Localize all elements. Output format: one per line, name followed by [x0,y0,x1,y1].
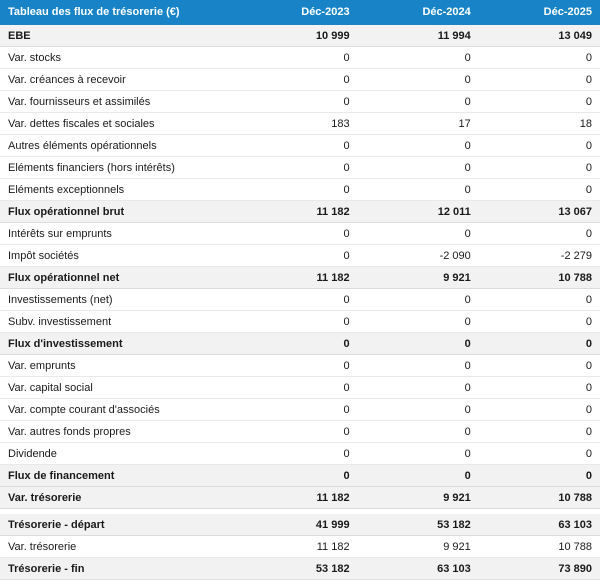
row-value-period-1: 183 [236,113,357,135]
row-value-period-2: 0 [358,355,479,377]
row-value-period-1: 0 [236,223,357,245]
row-value-period-3: 13 049 [479,25,600,47]
row-value-period-2: 0 [358,179,479,201]
row-value-period-3: 10 788 [479,267,600,289]
row-value-period-2: -2 090 [358,245,479,267]
row-value-period-2: 0 [358,289,479,311]
table-row [0,536,600,558]
row-value-period-2: 53 182 [358,514,479,536]
row-value-period-1: 0 [236,69,357,91]
row-value-period-2: 17 [358,113,479,135]
table-row [0,179,600,201]
row-value-period-3: 0 [479,333,600,355]
table-body [0,25,600,580]
row-label: Var. emprunts [0,355,236,377]
row-value-period-2: 63 103 [358,558,479,580]
table-row [0,377,600,399]
row-value-period-1: 11 182 [236,536,357,558]
row-value-period-2: 0 [358,465,479,487]
row-value-period-3: 0 [479,223,600,245]
table-row [0,399,600,421]
row-value-period-2: 0 [358,443,479,465]
row-value-period-1: 0 [236,355,357,377]
row-value-period-3: 0 [479,91,600,113]
row-value-period-3: 0 [479,355,600,377]
row-value-period-1: 0 [236,443,357,465]
table-row-total [0,514,600,536]
table-row [0,113,600,135]
row-value-period-3: 18 [479,113,600,135]
row-value-period-3: 0 [479,399,600,421]
table-row [0,69,600,91]
row-value-period-3: 0 [479,443,600,465]
column-header-label: Tableau des flux de trésorerie (€) [0,0,236,25]
row-label: Var. fournisseurs et assimilés [0,91,236,113]
row-value-period-1: 0 [236,157,357,179]
table-row [0,443,600,465]
row-label: Var. compte courant d'associés [0,399,236,421]
row-label: Var. stocks [0,47,236,69]
row-value-period-2: 0 [358,399,479,421]
table-row [0,421,600,443]
row-label: Trésorerie - fin [0,558,236,580]
row-value-period-3: 0 [479,157,600,179]
row-value-period-3: 10 788 [479,487,600,509]
row-label: Var. créances à recevoir [0,69,236,91]
row-value-period-1: 10 999 [236,25,357,47]
row-value-period-1: 0 [236,135,357,157]
table-row-total [0,558,600,580]
row-label: Investissements (net) [0,289,236,311]
table-row-total [0,333,600,355]
row-value-period-3: 0 [479,311,600,333]
table-row-total [0,465,600,487]
row-value-period-1: 0 [236,465,357,487]
row-value-period-2: 0 [358,47,479,69]
row-label: Eléments exceptionnels [0,179,236,201]
row-value-period-2: 12 011 [358,201,479,223]
row-value-period-1: 0 [236,47,357,69]
row-label: Flux opérationnel net [0,267,236,289]
row-value-period-1: 0 [236,377,357,399]
row-value-period-1: 0 [236,333,357,355]
row-value-period-1: 41 999 [236,514,357,536]
row-value-period-2: 0 [358,377,479,399]
row-label: Trésorerie - départ [0,514,236,536]
row-value-period-1: 0 [236,91,357,113]
row-value-period-1: 0 [236,399,357,421]
row-label: Intérêts sur emprunts [0,223,236,245]
row-value-period-2: 0 [358,223,479,245]
table-row [0,311,600,333]
table-header [0,0,600,25]
row-label: Flux opérationnel brut [0,201,236,223]
row-value-period-2: 11 994 [358,25,479,47]
row-label: Var. trésorerie [0,536,236,558]
table-row [0,289,600,311]
table-row-total [0,201,600,223]
row-value-period-2: 0 [358,69,479,91]
row-label: Flux d'investissement [0,333,236,355]
row-value-period-2: 0 [358,157,479,179]
row-value-period-1: 11 182 [236,201,357,223]
row-value-period-3: 0 [479,289,600,311]
row-value-period-3: 0 [479,69,600,91]
row-value-period-2: 9 921 [358,267,479,289]
row-value-period-2: 9 921 [358,536,479,558]
row-label: Dividende [0,443,236,465]
table-row-total [0,487,600,509]
row-value-period-3: 0 [479,47,600,69]
row-value-period-3: 10 788 [479,536,600,558]
row-value-period-3: 0 [479,421,600,443]
table-row-total [0,267,600,289]
row-value-period-2: 0 [358,135,479,157]
row-label: Eléments financiers (hors intérêts) [0,157,236,179]
column-header-period-1: Déc-2023 [236,0,357,25]
row-value-period-1: 0 [236,311,357,333]
row-label: Subv. investissement [0,311,236,333]
row-value-period-2: 0 [358,421,479,443]
row-value-period-1: 0 [236,289,357,311]
row-label: Var. trésorerie [0,487,236,509]
row-label: Impôt sociétés [0,245,236,267]
row-value-period-2: 0 [358,91,479,113]
column-header-period-2: Déc-2024 [358,0,479,25]
row-value-period-3: 73 890 [479,558,600,580]
table-row [0,355,600,377]
row-value-period-3: 0 [479,179,600,201]
row-value-period-3: 0 [479,377,600,399]
row-value-period-2: 0 [358,333,479,355]
row-value-period-3: 13 067 [479,201,600,223]
row-label: Flux de financement [0,465,236,487]
row-value-period-2: 9 921 [358,487,479,509]
row-value-period-3: 63 103 [479,514,600,536]
row-label: Var. dettes fiscales et sociales [0,113,236,135]
row-value-period-1: 0 [236,421,357,443]
table-row [0,245,600,267]
row-value-period-1: 11 182 [236,487,357,509]
row-label: EBE [0,25,236,47]
table-row [0,135,600,157]
row-value-period-1: 11 182 [236,267,357,289]
row-value-period-1: 53 182 [236,558,357,580]
row-value-period-1: 0 [236,179,357,201]
row-value-period-1: 0 [236,245,357,267]
table-row [0,47,600,69]
table-row-total [0,25,600,47]
row-value-period-3: 0 [479,465,600,487]
table-header-row [0,0,600,25]
row-label: Var. capital social [0,377,236,399]
table-row [0,157,600,179]
row-label: Autres éléments opérationnels [0,135,236,157]
row-value-period-3: -2 279 [479,245,600,267]
row-value-period-3: 0 [479,135,600,157]
row-value-period-2: 0 [358,311,479,333]
row-label: Var. autres fonds propres [0,421,236,443]
column-header-period-3: Déc-2025 [479,0,600,25]
table-row [0,91,600,113]
table-row [0,223,600,245]
